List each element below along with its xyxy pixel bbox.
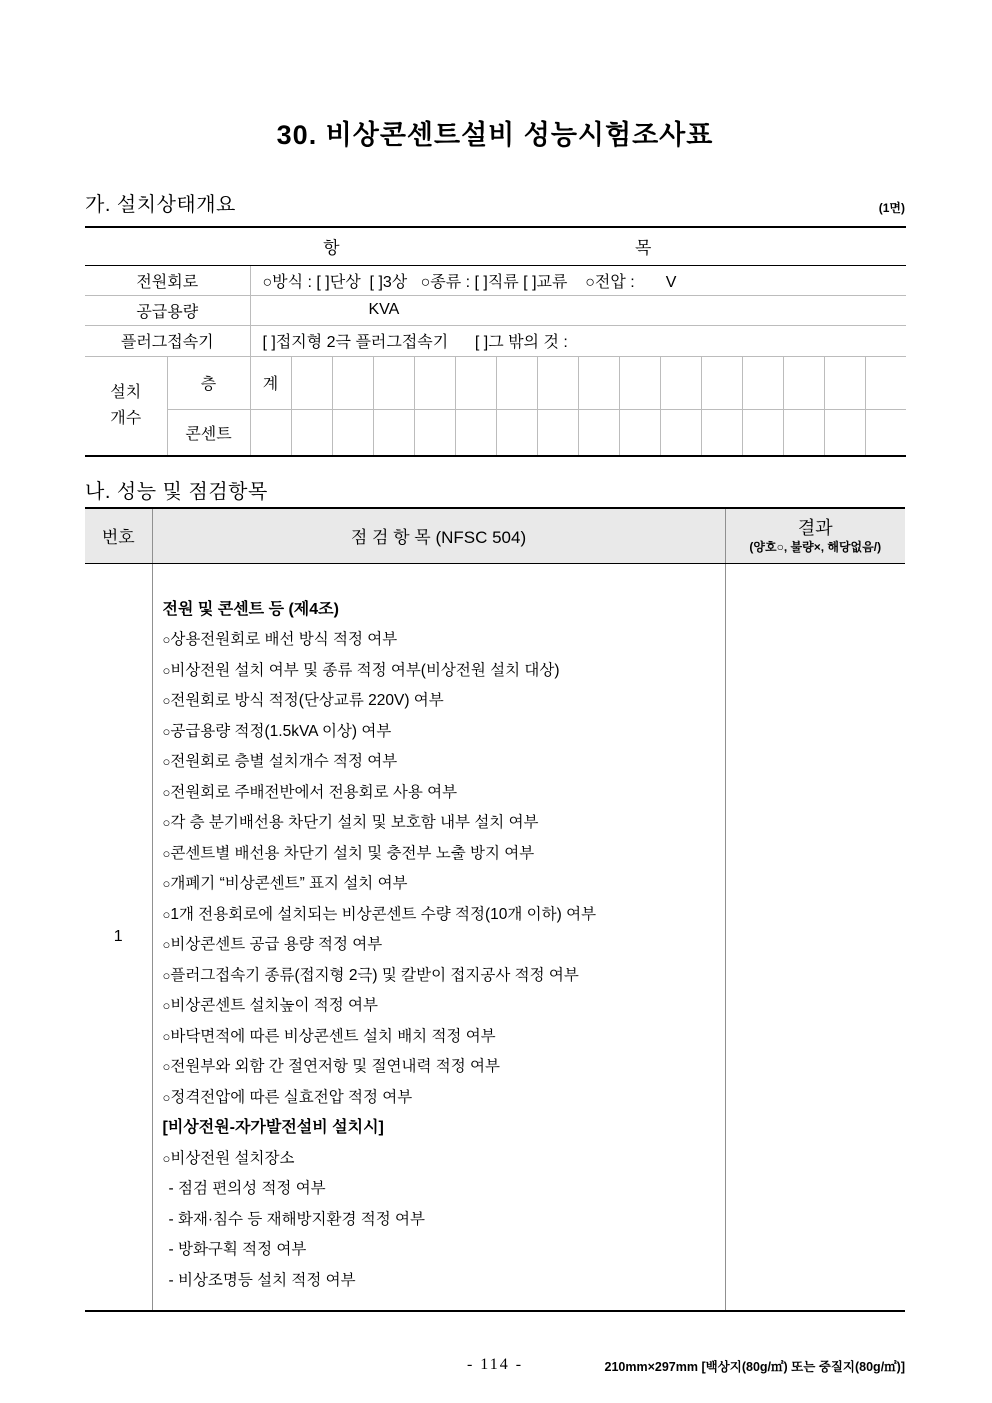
checklist-item: ○콘센트별 배선용 차단기 설치 및 충전부 노출 방지 여부 xyxy=(162,844,535,862)
checklist-item: ○상용전원회로 배선 방식 적정 여부 xyxy=(162,631,398,648)
checklist-item: ○전원회로 방식 적정(단상교류 220V) 여부 xyxy=(162,692,444,709)
circle-bullet-icon: ○ xyxy=(162,754,171,769)
result-entry-cell xyxy=(725,563,905,1311)
power-circuit-options: ○방식 : [ ]단상 [ ]3상 ○종류 : [ ]직류 [ ]교류 ○전압 : V xyxy=(250,265,906,295)
checklist-item: [비상전원-자가발전설비 설치시] xyxy=(162,1119,384,1136)
checklist-item: ○각 층 분기배선용 차단기 설치 및 보호함 내부 설치 여부 xyxy=(162,814,539,831)
col-header-items: 점 검 항 목 (NFSC 504) xyxy=(152,508,725,563)
checklist-item: ○비상전원 설치장소 xyxy=(162,1149,295,1167)
section-b-heading: 나. 성능 및 점검항목 xyxy=(85,481,268,503)
circle-bullet-icon: ○ xyxy=(162,784,171,800)
count-cell xyxy=(619,356,660,409)
outlet-row-label: 콘센트 xyxy=(167,409,250,456)
checklist-item: ○비상콘센트 설치높이 적정 여부 xyxy=(162,997,378,1014)
table-row xyxy=(85,563,905,1311)
checklist-item: ○전원부와 외함 간 절연저항 및 절연내력 적정 여부 xyxy=(162,1058,500,1075)
table-row xyxy=(85,409,906,456)
circle-bullet-icon: ○ xyxy=(162,693,171,708)
header-mok: 목 xyxy=(635,238,652,258)
count-cell xyxy=(373,356,414,409)
count-cell xyxy=(578,409,619,456)
checklist-item: 전원 및 콘센트 등 (제4조) xyxy=(162,600,339,618)
checklist-item: - 방화구획 적정 여부 xyxy=(168,1241,307,1258)
paper-spec-note: 210mm×297mm [백상지(80g/㎡) 또는 중질지(80g/㎡)] xyxy=(604,1360,905,1374)
count-cell xyxy=(783,356,824,409)
row-label-power-circuit: 전원회로 xyxy=(85,265,250,295)
count-cell xyxy=(865,356,906,409)
count-cell xyxy=(537,409,578,456)
install-count-label-line2: 개수 xyxy=(110,409,142,427)
plug-connector-options: [ ]접지형 2극 플러그접속기 [ ]그 밖의 것 : xyxy=(250,325,906,356)
col-header-number: 번호 xyxy=(85,508,152,563)
checklist-item: ○개폐기 “비상콘센트” 표지 설치 여부 xyxy=(162,875,408,892)
count-cell xyxy=(496,409,537,456)
checklist-items-cell xyxy=(152,563,725,1311)
count-cell xyxy=(660,356,701,409)
hang-mok-header-cell xyxy=(85,227,906,265)
count-cell xyxy=(742,409,783,456)
circle-bullet-icon: ○ xyxy=(162,967,171,983)
circle-bullet-icon: ○ xyxy=(162,1089,171,1105)
checklist-item: ○바닥면적에 따른 비상콘센트 설치 배치 적정 여부 xyxy=(162,1027,496,1045)
row-label-plug-connector: 플러그접속기 xyxy=(85,325,250,356)
header-hang: 항 xyxy=(323,238,340,258)
table-row xyxy=(85,325,906,356)
count-cell xyxy=(414,356,455,409)
checklist-item: ○정격전압에 따른 실효전압 적정 여부 xyxy=(162,1088,413,1106)
inspection-items-table xyxy=(85,507,905,1312)
circle-bullet-icon: ○ xyxy=(162,1150,171,1166)
result-header-legend: (양호○, 불량×, 해당없음/) xyxy=(749,539,882,554)
circle-bullet-icon: ○ xyxy=(162,632,171,647)
row-number-cell: 1 xyxy=(85,563,152,1311)
count-cell xyxy=(414,409,455,456)
circle-bullet-icon: ○ xyxy=(162,906,171,922)
supply-capacity-value: KVA xyxy=(250,295,906,325)
count-cell xyxy=(578,356,619,409)
count-cell xyxy=(291,356,332,409)
count-cell xyxy=(824,356,865,409)
count-cell xyxy=(619,409,660,456)
floor-total-cell: 계 xyxy=(250,356,291,409)
count-cell xyxy=(332,356,373,409)
row-label-supply-capacity: 공급용량 xyxy=(85,295,250,325)
checklist-item: ○비상콘센트 공급 용량 적정 여부 xyxy=(162,936,383,953)
installation-overview-table xyxy=(85,226,906,457)
section-a-header xyxy=(85,192,905,218)
section-a-heading: 가. 설치상태개요 xyxy=(85,194,236,216)
circle-bullet-icon: ○ xyxy=(162,998,171,1013)
table-row xyxy=(85,295,906,325)
count-cell xyxy=(865,409,906,456)
checklist-item: - 화재·침수 등 재해방지환경 적정 여부 xyxy=(168,1210,425,1228)
count-cell xyxy=(455,409,496,456)
table-row xyxy=(85,356,906,409)
page-footer xyxy=(85,1356,905,1378)
page-title: 30. 비상콘센트설비 성능시험조사표 xyxy=(276,120,714,150)
circle-bullet-icon: ○ xyxy=(162,845,171,861)
count-cell xyxy=(455,356,496,409)
checklist-item: ○1개 전용회로에 설치되는 비상콘센트 수량 적정(10개 이하) 여부 xyxy=(162,905,597,923)
count-cell xyxy=(783,409,824,456)
count-cell xyxy=(250,409,291,456)
circle-bullet-icon: ○ xyxy=(162,662,171,678)
result-header-title: 결과 xyxy=(797,517,833,538)
checklist-item: ○전원회로 주배전반에서 전용회로 사용 여부 xyxy=(162,783,458,801)
circle-bullet-icon: ○ xyxy=(162,723,171,739)
count-cell xyxy=(824,409,865,456)
count-cell xyxy=(701,409,742,456)
count-cell xyxy=(332,409,373,456)
circle-bullet-icon: ○ xyxy=(162,815,171,830)
install-count-group-label xyxy=(85,356,167,456)
floor-row-label: 층 xyxy=(167,356,250,409)
circle-bullet-icon: ○ xyxy=(162,937,171,952)
count-cell xyxy=(701,356,742,409)
count-cell xyxy=(291,409,332,456)
checklist-item: ○전원회로 층별 설치개수 적정 여부 xyxy=(162,753,398,770)
count-cell xyxy=(496,356,537,409)
circle-bullet-icon: ○ xyxy=(162,1028,171,1044)
checklist-item: ○비상전원 설치 여부 및 종류 적정 여부(비상전원 설치 대상) xyxy=(162,661,560,679)
checklist-item: - 비상조명등 설치 적정 여부 xyxy=(168,1271,356,1289)
col-header-result xyxy=(725,508,905,563)
page-number: - 114 - xyxy=(466,1356,524,1373)
checklist-item: - 점검 편의성 적정 여부 xyxy=(168,1180,326,1197)
circle-bullet-icon: ○ xyxy=(162,1059,171,1074)
count-cell xyxy=(373,409,414,456)
table-row xyxy=(85,227,906,265)
checklist-item: ○플러그접속기 종류(접지형 2극) 및 칼받이 접지공사 적정 여부 xyxy=(162,966,579,984)
checklist-item: ○공급용량 적정(1.5kVA 이상) 여부 xyxy=(162,722,392,740)
install-count-label-line1: 설치 xyxy=(110,383,142,401)
table-row xyxy=(85,265,906,295)
circle-bullet-icon: ○ xyxy=(162,876,171,891)
count-cell xyxy=(537,356,578,409)
table-header-row xyxy=(85,508,905,563)
page-count-note: (1면) xyxy=(878,201,905,215)
count-cell xyxy=(742,356,783,409)
count-cell xyxy=(660,409,701,456)
